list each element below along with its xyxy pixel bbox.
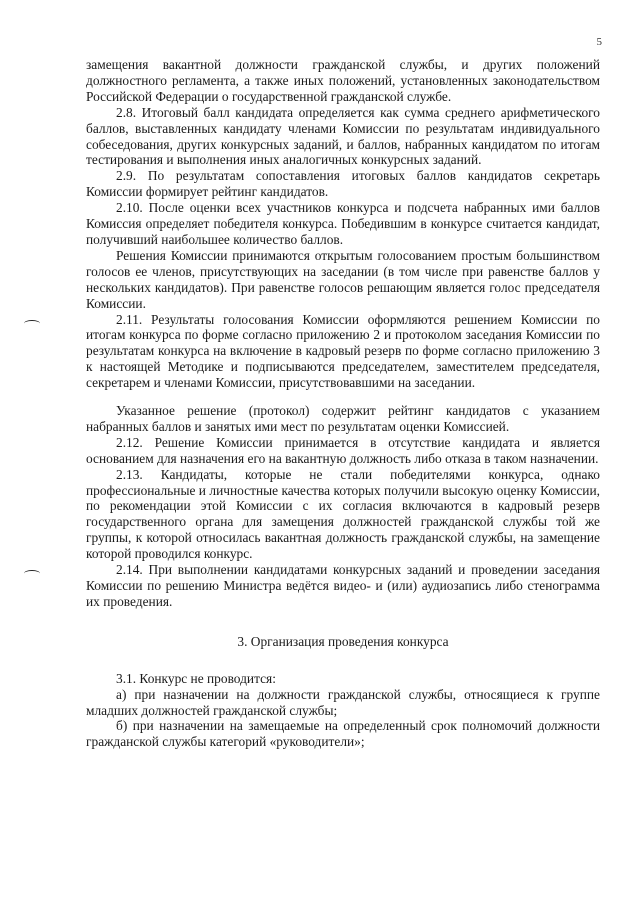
document-body <box>86 57 600 750</box>
margin-mark <box>24 320 40 327</box>
paragraph-2-8: 2.8. Итоговый балл кандидата определяется как сумма среднего арифметического баллов, выставленных кандидату членами Комиссии по результатам индивидуального собеседования, других конкурсных заданий, и баллов, набранных кандидатом по итогам тестирования и выполнения иных аналогичных конкурсных заданий. <box>86 104 600 168</box>
page-number: 5 <box>596 36 602 48</box>
paragraph-2-14: 2.14. При выполнении кандидатами конкурсных заданий и проведении заседания Комиссии по решению Министра ведётся видео- и (или) аудиозапись либо стенограмма их проведения. <box>86 562 600 609</box>
paragraph-decisions: Решения Комиссии принимаются открытым голосованием простым большинством голосов ее членов, присутствующих на заседании (в том числе при равенстве баллов у нескольких кандидатов). При равенстве голосов решающим является голос председателя Комиссии. <box>86 247 600 311</box>
paragraph-3-1-a: а) при назначении на должности гражданской службы, относящиеся к группе младших должностей гражданской службы; <box>86 686 600 718</box>
section-title: 3. Организация проведения конкурса <box>237 633 449 649</box>
paragraph-2-10: 2.10. После оценки всех участников конкурса и подсчета набранных ими баллов Комиссия определяет победителя конкурса. Победившим в конкурсе считается кандидат, получивший наибольшее количество баллов. <box>86 200 600 247</box>
paragraph-2-13: 2.13. Кандидаты, которые не стали победителями конкурса, однако профессиональные и личностные качества которых получили высокую оценку Комиссии, по рекомендации этой Комиссии с их согласия включаются в кадровый резерв государственного органа для замещения должностей гражданской службы той же группы, к которой относилась вакантная должность гражданской службы, на замещение которой проводился конкурс. <box>86 466 600 562</box>
paragraph-decision-rating: Указанное решение (протокол) содержит рейтинг кандидатов с указанием набранных баллов и занятых ими мест по результатам оценки Комиссией. <box>86 403 600 434</box>
paragraph-2-9: 2.9. По результатам сопоставления итоговых баллов кандидатов секретарь Комиссии формирует рейтинг кандидатов. <box>86 168 600 200</box>
margin-mark <box>24 570 40 577</box>
paragraph-2-11: 2.11. Результаты голосования Комиссии оформляются решением Комиссии по итогам конкурса по форме согласно приложению 2 и протоколом заседания Комиссии по результатам конкурса на включение в кадровый резерв по форме согласно приложению 3 к настоящей Методике и подписываются председателем, заместителем председателя, секретарем и членами Комиссии, присутствовавшими на заседании. <box>86 311 600 391</box>
paragraph-2-12: 2.12. Решение Комиссии принимается в отсутствие кандидата и является основанием для назначения его на вакантную должность либо отказа в таком назначении. <box>86 434 600 466</box>
paragraph-3-1: 3.1. Конкурс не проводится: <box>116 670 276 686</box>
paragraph-continuation: замещения вакантной должности гражданской службы, и других положений должностного регламента, а также иных положений, установленных законодательством Российской Федерации о государственной гражданской службе. <box>86 57 600 104</box>
paragraph-3-1-b: б) при назначении на замещаемые на определенный срок полномочий должности гражданской службы категорий «руководители»; <box>86 718 600 750</box>
